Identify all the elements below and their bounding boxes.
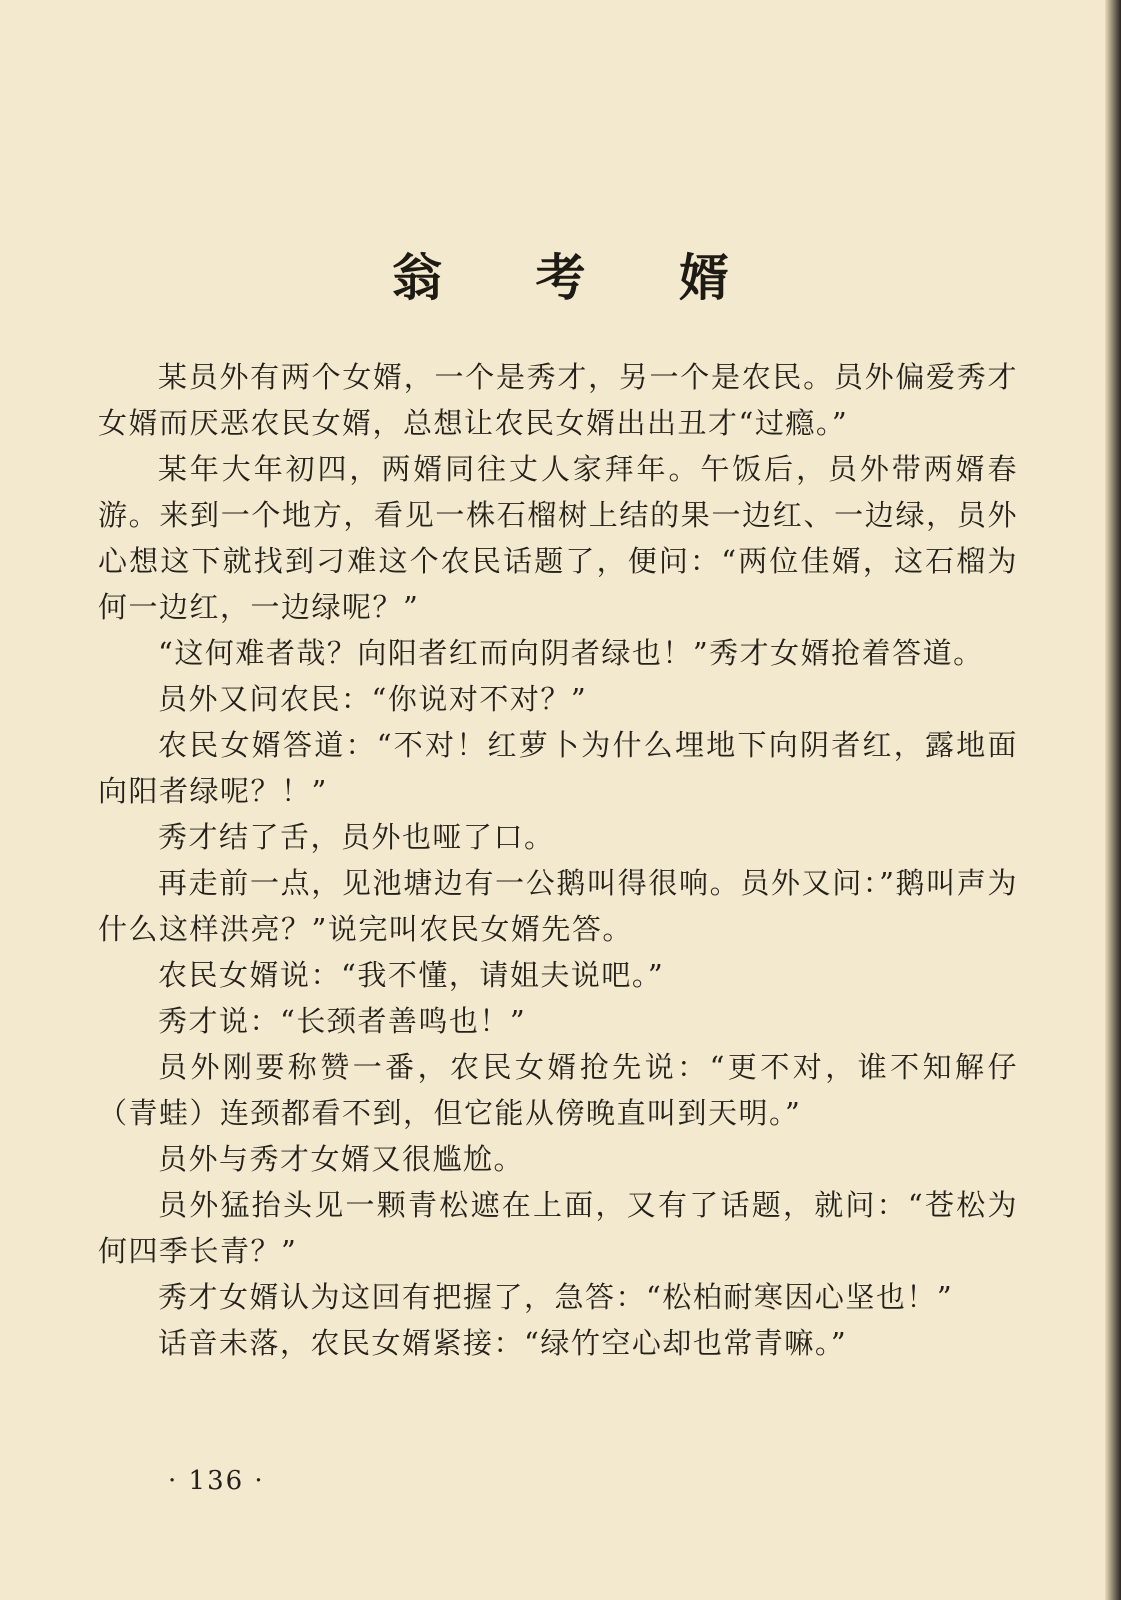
paragraph: 农民女婿答道：“不对！红萝卜为什么埋地下向阴者红，露地面向阳者绿呢？！”: [98, 728, 1018, 808]
paragraph: 再走前一点，见池塘边有一公鹅叫得很响。员外又问：”鹅叫声为什么这样洪亮？”说完叫农民女婿先答。: [98, 866, 1018, 946]
paragraph: “这何难者哉？向阳者红而向阴者绿也！”秀才女婿抢着答道。: [158, 636, 984, 670]
paragraph: 员外猛抬头见一颗青松遮在上面，又有了话题，就问：“苍松为何四季长青？”: [98, 1188, 1018, 1268]
paragraph: 秀才女婿认为这回有把握了，急答：“松柏耐寒因心坚也！”: [158, 1280, 954, 1314]
paragraph: 秀才说：“长颈者善鸣也！”: [158, 1004, 527, 1038]
story-body: [98, 354, 1018, 1366]
paragraph: 农民女婿说：“我不懂，请姐夫说吧。”: [158, 958, 665, 992]
paragraph: 话音未落，农民女婿紧接：“绿竹空心却也常青嘛。”: [158, 1326, 848, 1360]
paragraph: 秀才结了舌，员外也哑了口。: [158, 820, 555, 854]
paragraph: 员外刚要称赞一番，农民女婿抢先说：“更不对，谁不知解仔（青蛙）连颈都看不到，但它能从傍晚直叫到天明。”: [98, 1050, 1018, 1130]
paragraph: 员外又问农民：“你说对不对？”: [158, 682, 588, 716]
paragraph: 某年大年初四，两婿同往丈人家拜年。午饭后，员外带两婿春游。来到一个地方，看见一株石榴树上结的果一边红、一边绿，员外心想这下就找到刁难这个农民话题了，便问：“两位佳婿，这石榴为何一边红，一边绿呢？”: [98, 452, 1018, 624]
story-title: 翁 考 婿: [392, 248, 767, 307]
page-number: · 136 ·: [168, 1466, 265, 1496]
paragraph: 员外与秀才女婿又很尴尬。: [158, 1142, 525, 1176]
paragraph: 某员外有两个女婿，一个是秀才，另一个是农民。员外偏爱秀才女婿而厌恶农民女婿，总想让农民女婿出出丑才“过瘾。”: [98, 360, 1018, 440]
